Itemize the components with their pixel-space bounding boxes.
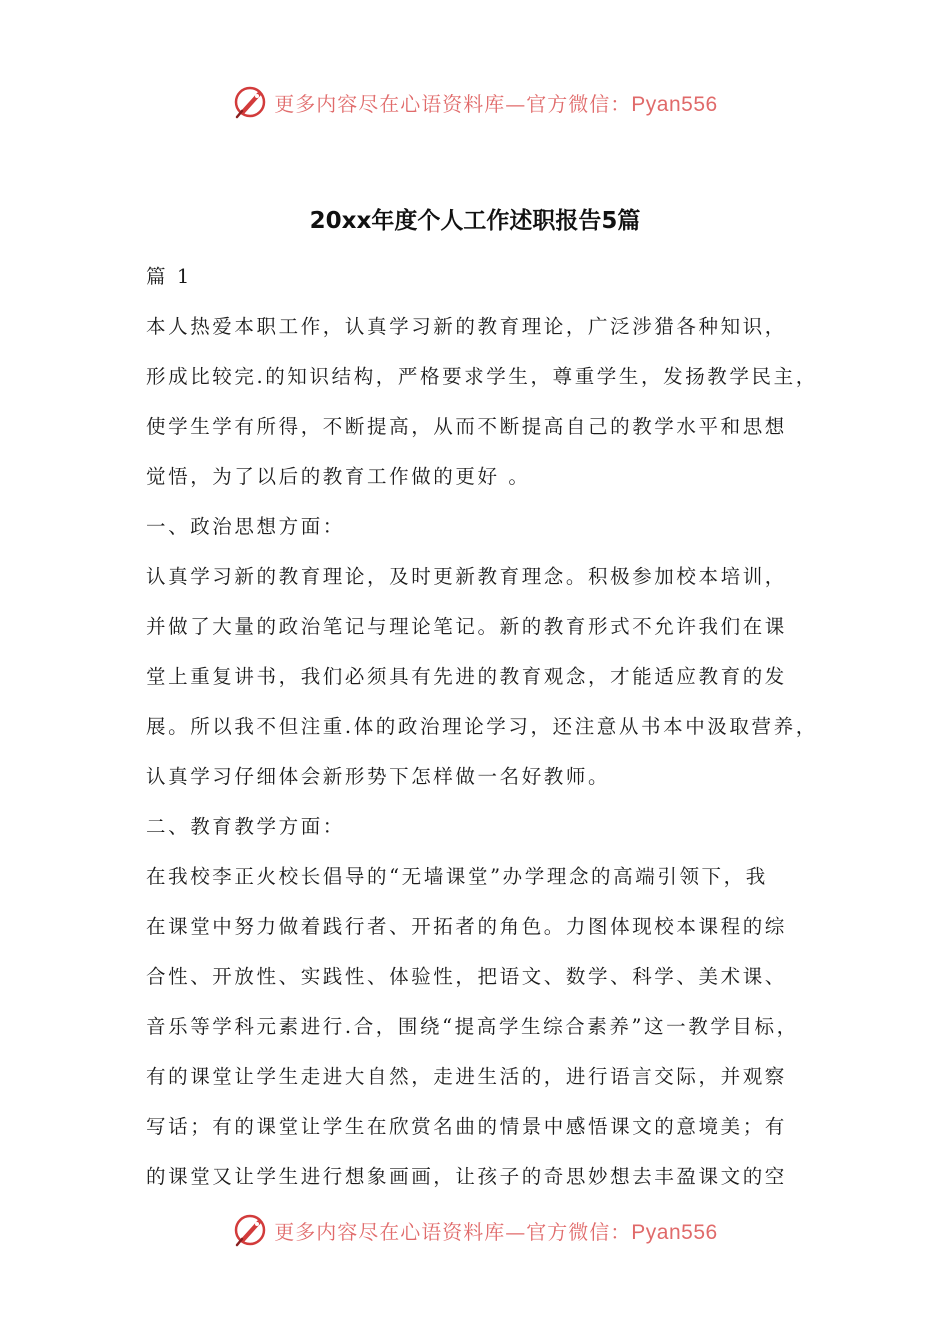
paragraph-line: 使学生学有所得，不断提高，从而不断提高自己的教学水平和思想 bbox=[146, 415, 787, 438]
paragraph-line: 本人热爱本职工作，认真学习新的教育理论，广泛涉猎各种知识， bbox=[146, 315, 787, 338]
section-heading: 二、教育教学方面： bbox=[146, 815, 345, 838]
section-heading: 一、政治思想方面： bbox=[146, 515, 345, 538]
section-heading: 篇 1 bbox=[146, 265, 192, 288]
watermark-text: 更多内容尽在心语资料库—官方微信：Pyan556 bbox=[274, 1219, 718, 1244]
paragraph-line: 形成比较完.的知识结构，严格要求学生，尊重学生，发扬教学民主， bbox=[146, 365, 818, 388]
paragraph-line: 写话；有的课堂让学生在欣赏名曲的情景中感悟课文的意境美；有 bbox=[146, 1115, 787, 1138]
watermark-text: 更多内容尽在心语资料库—官方微信：Pyan556 bbox=[274, 91, 718, 116]
paragraph-line: 在课堂中努力做着践行者、开拓者的角色。力图体现校本课程的综 bbox=[146, 915, 787, 938]
paragraph-line: 认真学习仔细体会新形势下怎样做一名好教师。 bbox=[146, 765, 611, 788]
quill-logo-icon bbox=[232, 1212, 268, 1248]
paragraph-line: 合性、开放性、实践性、体验性，把语文、数学、科学、美术课、 bbox=[146, 965, 787, 988]
header-watermark bbox=[0, 84, 950, 120]
paragraph-line: 的课堂又让学生进行想象画画，让孩子的奇思妙想去丰盈课文的空 bbox=[146, 1165, 787, 1188]
watermark-id: Pyan556 bbox=[631, 92, 718, 116]
document-title: 20xx年度个人工作述职报告5篇 bbox=[309, 208, 641, 234]
footer-watermark bbox=[0, 1212, 950, 1248]
paragraph-line: 音乐等学科元素进行.合，围绕“提高学生综合素养”这一教学目标， bbox=[146, 1015, 799, 1038]
paragraph-line: 认真学习新的教育理论，及时更新教育理念。积极参加校本培训， bbox=[146, 565, 787, 588]
paragraph-line: 觉悟，为了以后的教育工作做的更好 。 bbox=[146, 465, 531, 488]
paragraph-line: 并做了大量的政治笔记与理论笔记。新的教育形式不允许我们在课 bbox=[146, 615, 787, 638]
watermark-id: Pyan556 bbox=[631, 1220, 718, 1244]
paragraph-line: 堂上重复讲书，我们必须具有先进的教育观念，才能适应教育的发 bbox=[146, 665, 787, 688]
document-body bbox=[146, 252, 826, 1202]
quill-logo-icon bbox=[232, 84, 268, 120]
paragraph-line: 在我校李正火校长倡导的“无墙课堂”办学理念的高端引领下，我 bbox=[146, 865, 768, 888]
paragraph-line: 有的课堂让学生走进大自然，走进生活的，进行语言交际，并观察 bbox=[146, 1065, 787, 1088]
paragraph-line: 展。所以我不但注重.体的政治理论学习，还注意从书本中汲取营养， bbox=[146, 715, 818, 738]
